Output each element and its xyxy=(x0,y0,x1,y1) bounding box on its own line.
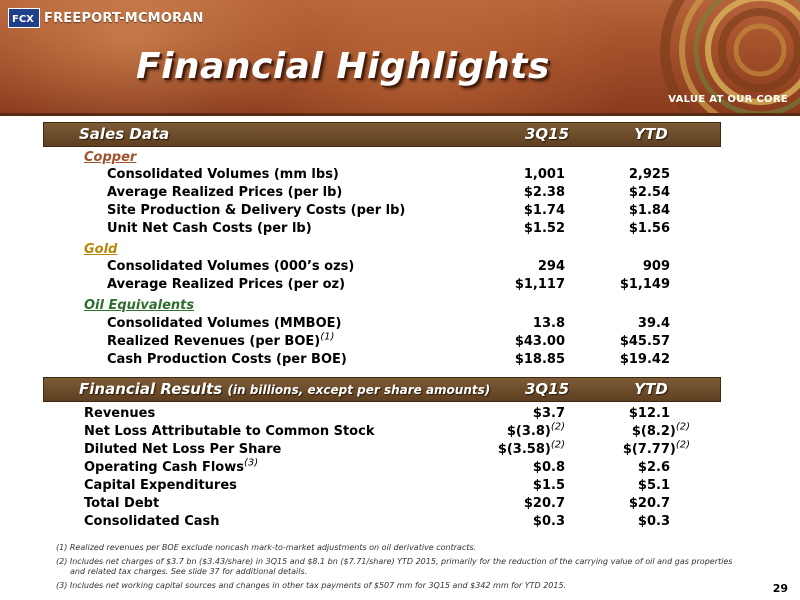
row-label-text: Operating Cash Flows xyxy=(84,460,244,475)
footnote-marker: (2) xyxy=(675,421,690,433)
row-value-3q15: $3.7 xyxy=(532,406,565,421)
row-value-ytd: $1,149 xyxy=(619,277,670,292)
sales-data-title: Sales Data xyxy=(79,125,170,143)
row-value-ytd: $1.84 xyxy=(628,203,670,218)
financial-col-3q15: 3Q15 xyxy=(524,380,570,398)
row-label: Cash Production Costs (per BOE) xyxy=(107,352,347,367)
footnote-marker: (2) xyxy=(675,439,690,451)
row-value-3q15: $0.8 xyxy=(532,460,565,475)
footnotes xyxy=(56,543,746,595)
row-value-ytd: $19.42 xyxy=(619,352,670,367)
gold-heading: Gold xyxy=(84,242,118,257)
row-value-ytd: 39.4 xyxy=(637,316,670,331)
row-label: Consolidated Cash xyxy=(84,514,220,529)
row-label: Consolidated Volumes (000’s ozs) xyxy=(107,259,355,274)
row-value-3q15: 13.8 xyxy=(532,316,565,331)
row-value-ytd: $1.56 xyxy=(628,221,670,236)
oil-equivalents-heading: Oil Equivalents xyxy=(84,298,195,313)
table-row xyxy=(0,185,800,203)
table-row xyxy=(0,259,800,277)
svg-text:FCX: FCX xyxy=(12,14,34,25)
row-value-3q15: $1.5 xyxy=(532,478,565,493)
row-label: Average Realized Prices (per oz) xyxy=(107,277,346,292)
value-text: $(3.58) xyxy=(497,442,551,457)
header-divider xyxy=(0,113,800,116)
footnote-2: (2) Includes net charges of $3.7 bn ($3.43/share) in 3Q15 and $8.1 bn ($7.71/share) YTD 2015, primarily for the reduction of the carrying value of oil and gas properties and related tax charges. See slide 37 for additional details. xyxy=(56,557,733,576)
value-text: $(3.8) xyxy=(506,424,551,439)
row-label xyxy=(84,457,259,475)
row-value-ytd: $5.1 xyxy=(637,478,670,493)
footnote-marker: (2) xyxy=(550,421,565,433)
sales-data-header-bar xyxy=(43,122,721,147)
value-text: $(8.2) xyxy=(631,424,676,439)
row-value-ytd: 909 xyxy=(642,259,670,274)
table-row xyxy=(0,221,800,239)
row-label: Consolidated Volumes (mm lbs) xyxy=(107,167,339,182)
row-value-3q15: $1,117 xyxy=(514,277,565,292)
row-value-3q15: $1.52 xyxy=(523,221,565,236)
sales-col-ytd: YTD xyxy=(634,125,668,143)
row-label: Average Realized Prices (per lb) xyxy=(107,185,343,200)
footnote-3: (3) Includes net working capital sources and changes in other tax payments of $507 mm for 3Q15 and $342 mm for YTD 2015. xyxy=(56,581,567,590)
row-value-ytd: $20.7 xyxy=(628,496,670,511)
row-value-ytd: $2.6 xyxy=(637,460,670,475)
copper-heading: Copper xyxy=(84,150,137,165)
footnote-marker: (3) xyxy=(243,457,259,469)
header-banner xyxy=(0,0,800,113)
row-label xyxy=(107,331,335,349)
table-row xyxy=(0,457,800,478)
row-value-ytd xyxy=(580,421,690,439)
sales-col-3q15: 3Q15 xyxy=(524,125,570,143)
row-value-3q15 xyxy=(455,421,565,439)
table-row xyxy=(0,478,800,496)
logo-mark-icon xyxy=(8,8,40,28)
table-row xyxy=(0,203,800,221)
row-value-3q15: $2.38 xyxy=(523,185,565,200)
row-label: Consolidated Volumes (MMBOE) xyxy=(107,316,342,331)
table-row xyxy=(0,277,800,295)
footnote-marker: (2) xyxy=(550,439,565,451)
row-label: Total Debt xyxy=(84,496,160,511)
row-value-ytd xyxy=(580,439,690,457)
row-value-3q15: $18.85 xyxy=(514,352,565,367)
tagline: VALUE AT OUR CORE xyxy=(668,94,788,105)
company-name: FREEPORT-MCMORAN xyxy=(44,10,204,26)
row-value-3q15: 1,001 xyxy=(523,167,565,182)
row-label: Site Production & Delivery Costs (per lb) xyxy=(107,203,406,218)
table-row xyxy=(0,439,800,460)
row-value-ytd: $12.1 xyxy=(628,406,670,421)
footnote-marker: (1) xyxy=(320,331,335,343)
row-label: Unit Net Cash Costs (per lb) xyxy=(107,221,312,236)
financial-results-header-bar xyxy=(43,377,721,402)
table-row xyxy=(0,316,800,334)
table-row xyxy=(0,167,800,185)
row-value-ytd: $45.57 xyxy=(619,334,670,349)
row-value-3q15: $1.74 xyxy=(523,203,565,218)
row-value-ytd: 2,925 xyxy=(628,167,670,182)
row-value-3q15 xyxy=(455,439,565,457)
row-value-3q15: $20.7 xyxy=(523,496,565,511)
row-label: Diluted Net Loss Per Share xyxy=(84,442,282,457)
financial-results-title xyxy=(79,380,490,398)
slide-title: Financial Highlights xyxy=(136,46,550,87)
row-value-3q15: $0.3 xyxy=(532,514,565,529)
financial-results-title-text: Financial Results xyxy=(79,380,223,398)
table-row xyxy=(0,331,800,352)
footnote-1: (1) Realized revenues per BOE exclude noncash mark-to-market adjustments on oil derivative contracts. xyxy=(56,543,477,552)
financial-col-ytd: YTD xyxy=(634,380,668,398)
row-value-ytd: $0.3 xyxy=(637,514,670,529)
row-label: Revenues xyxy=(84,406,156,421)
row-label-text: Realized Revenues (per BOE) xyxy=(107,334,321,349)
financial-results-subtitle: (in billions, except per share amounts) xyxy=(227,383,491,397)
page-number: 29 xyxy=(772,582,788,595)
row-value-3q15: 294 xyxy=(537,259,565,274)
company-logo xyxy=(8,8,204,28)
table-row xyxy=(0,496,800,514)
row-value-3q15: $43.00 xyxy=(514,334,565,349)
row-label: Net Loss Attributable to Common Stock xyxy=(84,424,375,439)
table-row xyxy=(0,514,800,532)
row-value-ytd: $2.54 xyxy=(628,185,670,200)
row-label: Capital Expenditures xyxy=(84,478,237,493)
table-row xyxy=(0,352,800,370)
value-text: $(7.77) xyxy=(622,442,676,457)
